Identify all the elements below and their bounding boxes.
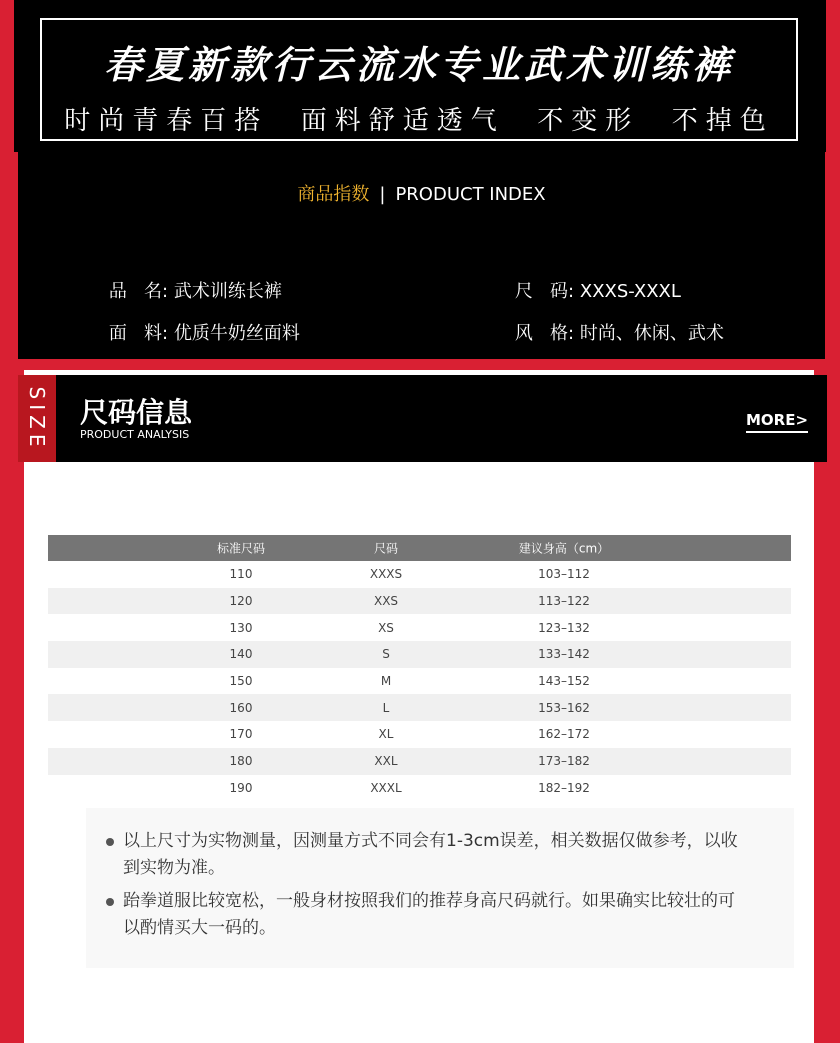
- cell-standard: 150: [229, 674, 253, 689]
- heading-separator: |: [379, 184, 386, 205]
- cell-size: M: [380, 674, 392, 689]
- cell-height: 133–142: [538, 647, 590, 662]
- more-link[interactable]: MORE>: [746, 411, 808, 433]
- table-row: [48, 694, 791, 721]
- banner-title: 春夏新款行云流水专业武术训练裤: [103, 43, 734, 87]
- table-row: [48, 614, 791, 641]
- spec-fabric: [86, 298, 300, 366]
- cell-height: 103–112: [538, 567, 590, 582]
- note-item: [106, 828, 746, 882]
- table-row: [48, 588, 791, 615]
- cell-size: XL: [378, 727, 394, 742]
- size-heading-bar: [18, 375, 827, 462]
- header-size: 尺码: [373, 541, 399, 556]
- cell-size: XS: [378, 620, 394, 635]
- table-header: [48, 535, 791, 561]
- header-height: 建议身高（cm）: [518, 541, 610, 556]
- cell-standard: 110: [229, 567, 253, 582]
- cell-standard: 130: [229, 620, 253, 635]
- cell-height: 123–132: [538, 620, 590, 635]
- cell-size: XXXS: [369, 567, 403, 582]
- section-subtitle: PRODUCT ANALYSIS: [80, 428, 190, 441]
- note-text: 跆拳道服比较宽松，一般身材按照我们的推荐身高尺码就行。如果确实比较壮的可以酌情买大一码的。: [123, 891, 735, 938]
- cell-standard: 190: [229, 780, 253, 795]
- banner-frame: [40, 18, 798, 141]
- product-index-section: [18, 152, 825, 359]
- cell-height: 162–172: [538, 727, 590, 742]
- spec-label: 尺 码:: [514, 281, 575, 302]
- table-row: [48, 775, 791, 802]
- cell-standard: 120: [229, 594, 253, 609]
- cell-size: XXXL: [370, 780, 402, 795]
- section-title: 尺码信息: [80, 396, 193, 429]
- size-tab: [18, 375, 56, 462]
- spec-value: 武术训练长裤: [173, 281, 282, 302]
- cell-height: 143–152: [538, 674, 590, 689]
- note-item: [106, 888, 746, 942]
- size-table: [48, 535, 791, 801]
- cell-size: S: [382, 647, 390, 662]
- table-row: [48, 748, 791, 775]
- cell-height: 182–192: [538, 780, 590, 795]
- cell-size: XXL: [374, 754, 398, 769]
- note-text: 以上尺寸为实物测量，因测量方式不同会有1-3cm误差，相关数据仅做参考，以收到实物为准。: [123, 831, 738, 878]
- spec-label: 品 名:: [108, 281, 169, 302]
- table-row: [48, 668, 791, 695]
- table-row: [48, 641, 791, 668]
- size-tab-label: SIZE: [25, 386, 49, 451]
- cell-size: L: [382, 700, 390, 715]
- banner-subtitle: 时尚青春百搭 面料舒适透气 不变形 不掉色: [64, 106, 774, 136]
- cell-size: XXS: [373, 594, 399, 609]
- cell-standard: 140: [229, 647, 253, 662]
- cell-standard: 180: [229, 754, 253, 769]
- cell-height: 153–162: [538, 700, 590, 715]
- product-index-heading: [18, 180, 825, 206]
- cell-standard: 160: [229, 700, 253, 715]
- cell-height: 173–182: [538, 754, 590, 769]
- cell-standard: 170: [229, 727, 253, 742]
- cell-height: 113–122: [538, 594, 590, 609]
- spec-value: 时尚、休闲、武术: [579, 323, 724, 344]
- bullet-icon: [106, 838, 114, 846]
- bullet-icon: [106, 898, 114, 906]
- spec-label: 面 料:: [108, 323, 169, 344]
- heading-en: PRODUCT INDEX: [395, 184, 546, 205]
- spec-value: 优质牛奶丝面料: [173, 323, 300, 344]
- spec-value: XXXS-XXXL: [579, 281, 681, 302]
- heading-cn: 商品指数: [297, 184, 370, 205]
- spec-style: [492, 298, 724, 366]
- header-standard-size: 标准尺码: [216, 541, 266, 556]
- title-banner: [14, 0, 826, 152]
- spec-label: 风 格:: [514, 323, 575, 344]
- table-row: [48, 721, 791, 748]
- table-row: [48, 561, 791, 588]
